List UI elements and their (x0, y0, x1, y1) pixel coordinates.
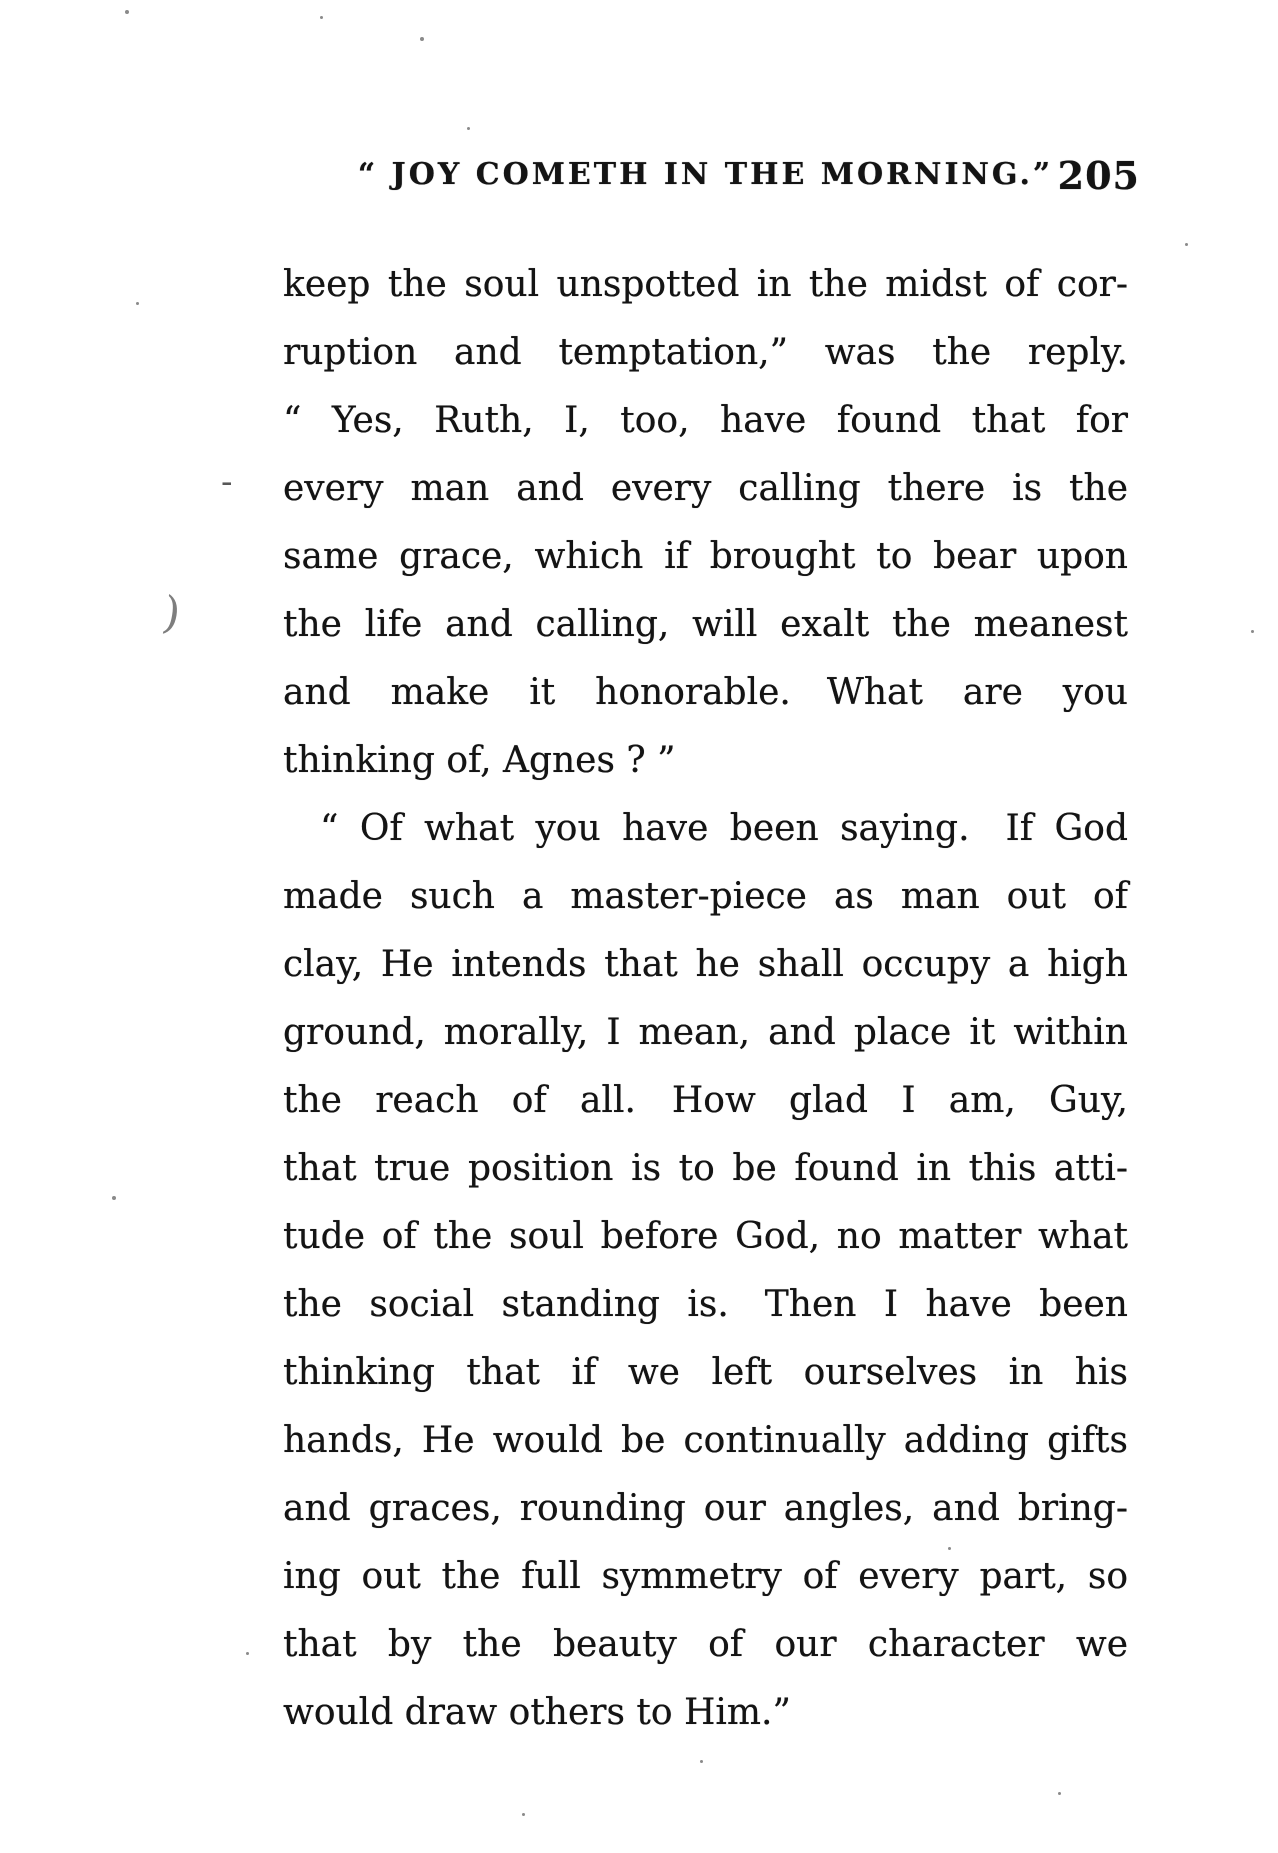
scan-speck (420, 37, 424, 41)
scan-speck (112, 1196, 116, 1200)
text-line: the social standing is. Then I have been (283, 1284, 1128, 1325)
text-line: keep the soul unspotted in the midst of cor- (283, 264, 1128, 305)
scan-speck (136, 302, 139, 305)
scan-speck (320, 16, 323, 19)
text-line: ing out the full symmetry of every part, so (283, 1556, 1128, 1597)
running-title: “ JOY COMETH IN THE MORNING.” (357, 157, 1054, 192)
text-line: the life and calling, will exalt the meanest (283, 604, 1128, 645)
scan-speck (700, 1760, 703, 1763)
text-line: same grace, which if brought to bear upon (283, 536, 1128, 577)
text-line: thinking that if we left ourselves in his (283, 1352, 1128, 1393)
text-line: that true position is to be found in this atti- (283, 1148, 1128, 1189)
text-line: clay, He intends that he shall occupy a high (283, 944, 1128, 985)
text-line: every man and every calling there is the (283, 468, 1128, 509)
scan-speck (948, 1547, 951, 1550)
text-line: “ Of what you have been saying. If God (320, 808, 1128, 849)
page-header (283, 150, 1140, 200)
text-line: would draw others to Him.” (283, 1692, 791, 1733)
page-body (283, 251, 1128, 1747)
text-line: thinking of, Agnes ? ” (283, 740, 676, 781)
margin-artifact-dash: - (221, 462, 233, 502)
scan-speck (1251, 630, 1254, 633)
text-line: tude of the soul before God, no matter what (283, 1216, 1128, 1257)
text-line: and make it honorable. What are you (283, 672, 1128, 713)
page-number: 205 (1057, 153, 1140, 198)
text-line: “ Yes, Ruth, I, too, have found that for (283, 400, 1128, 441)
text-line: made such a master-piece as man out of (283, 876, 1128, 917)
scan-speck (1185, 243, 1188, 246)
text-line: and graces, rounding our angles, and bring- (283, 1488, 1128, 1529)
margin-artifact-curve: ) (159, 586, 185, 641)
text-line: the reach of all. How glad I am, Guy, (283, 1080, 1128, 1121)
text-line: ground, morally, I mean, and place it within (283, 1012, 1128, 1053)
text-line: that by the beauty of our character we (283, 1624, 1128, 1665)
scan-speck (467, 127, 470, 130)
text-line: hands, He would be continually adding gifts (283, 1420, 1128, 1461)
scan-speck (522, 1813, 525, 1816)
scan-speck (125, 10, 129, 14)
scan-speck (246, 1652, 249, 1655)
scan-speck (1058, 1792, 1061, 1795)
text-line: ruption and temptation,” was the reply. (283, 332, 1128, 373)
